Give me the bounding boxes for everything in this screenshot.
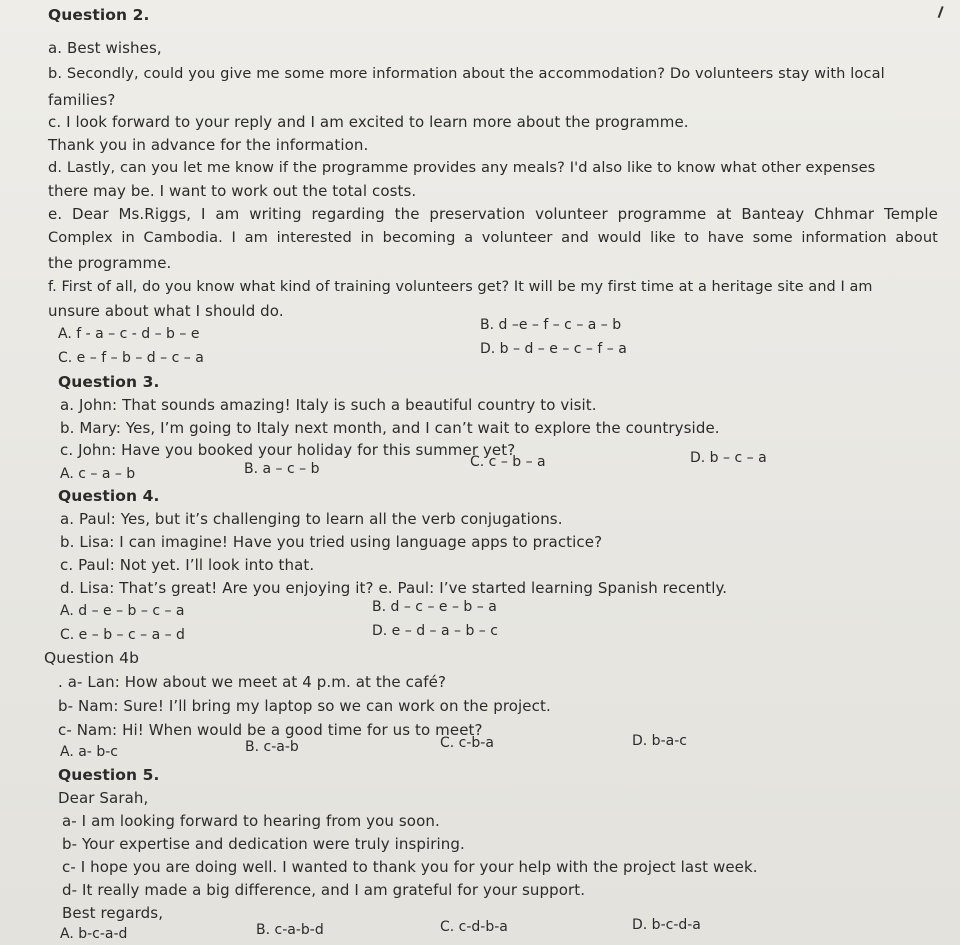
q2-line-d-cont: there may be. I want to work out the total costs. xyxy=(48,182,417,200)
q3-line-b: b. Mary: Yes, I’m going to Italy next month, and I can’t wait to explore the countryside. xyxy=(60,419,720,437)
q3-line-c: c. John: Have you booked your holiday for this summer yet? xyxy=(60,441,516,459)
q2-line-e: e. Dear Ms.Riggs, I am writing regarding the preservation volunteer programme at Banteay Chhmar Temple xyxy=(48,205,938,223)
q2-line-e-end: the programme. xyxy=(48,254,172,272)
q4b-heading: Question 4b xyxy=(44,649,140,667)
q4b-line-c: c- Nam: Hi! When would be a good time for us to meet? xyxy=(58,721,483,739)
q5-line-c: c- I hope you are doing well. I wanted to thank you for your help with the project last week. xyxy=(62,858,758,876)
q3-line-a: a. John: That sounds amazing! Italy is such a beautiful country to visit. xyxy=(60,396,597,414)
q2-line-c: c. I look forward to your reply and I am excited to learn more about the programme. xyxy=(48,113,689,131)
q4-option-b[interactable]: B. d – c – e – b – a xyxy=(372,599,497,615)
q5-line-d: d- It really made a big difference, and I am grateful for your support. xyxy=(62,881,586,899)
q5-option-c[interactable]: C. c-d-b-a xyxy=(440,919,508,935)
q2-option-a[interactable]: A. f - a – c - d – b – e xyxy=(58,326,200,342)
q4-line-a: a. Paul: Yes, but it’s challenging to learn all the verb conjugations. xyxy=(60,510,563,528)
q2-heading: Question 2. xyxy=(48,6,150,24)
q3-option-a[interactable]: A. c – a – b xyxy=(60,466,136,482)
q4-option-a[interactable]: A. d – e – b – c – a xyxy=(60,603,185,619)
q2-line-b-cont: families? xyxy=(48,91,116,109)
q2-line-thanks: Thank you in advance for the information. xyxy=(48,136,369,154)
q3-option-c[interactable]: C. c – b – a xyxy=(470,454,546,470)
q4-line-c: c. Paul: Not yet. I’ll look into that. xyxy=(60,556,315,574)
q2-line-f-cont: unsure about what I should do. xyxy=(48,302,284,320)
q2-line-e-cont: Complex in Cambodia. I am interested in becoming a volunteer and would like to have some information about xyxy=(48,229,938,246)
q2-line-a: a. Best wishes, xyxy=(48,39,162,57)
q5-option-b[interactable]: B. c-a-b-d xyxy=(256,922,324,938)
q2-line-d: d. Lastly, can you let me know if the programme provides any meals? I'd also like to know what other expenses xyxy=(48,159,876,176)
q4b-line-a: . a- Lan: How about we meet at 4 p.m. at the café? xyxy=(58,673,447,691)
q3-option-d[interactable]: D. b – c – a xyxy=(690,450,767,466)
q5-line-a: a- I am looking forward to hearing from you soon. xyxy=(62,812,440,830)
q4b-line-b: b- Nam: Sure! I’ll bring my laptop so we can work on the project. xyxy=(58,697,551,715)
q5-option-a[interactable]: A. b-c-a-d xyxy=(60,926,128,942)
q2-option-b[interactable]: B. d –e – f – c – a – b xyxy=(480,317,622,333)
q4b-option-d[interactable]: D. b-a-c xyxy=(632,733,687,749)
q4-line-b: b. Lisa: I can imagine! Have you tried using language apps to practice? xyxy=(60,533,603,551)
q4-line-d: d. Lisa: That’s great! Are you enjoying it? e. Paul: I’ve started learning Spanish recently. xyxy=(60,579,728,597)
q4-option-c[interactable]: C. e – b – c – a – d xyxy=(60,627,185,643)
pen-mark xyxy=(926,2,943,18)
q2-line-f: f. First of all, do you know what kind of training volunteers get? It will be my first time at a heritage site and I am xyxy=(48,279,873,295)
q2-option-d[interactable]: D. b – d – e – c – f – a xyxy=(480,341,627,357)
q4b-option-c[interactable]: C. c-b-a xyxy=(440,735,494,751)
q5-option-d[interactable]: D. b-c-d-a xyxy=(632,917,701,933)
q2-option-c[interactable]: C. e – f – b – d – c – a xyxy=(58,350,204,366)
q5-heading: Question 5. xyxy=(58,766,160,784)
q2-line-b: b. Secondly, could you give me some more information about the accommodation? Do volunteers stay with local xyxy=(48,65,885,82)
q5-line-b: b- Your expertise and dedication were truly inspiring. xyxy=(62,835,465,853)
q3-option-b[interactable]: B. a – c – b xyxy=(244,461,320,477)
q4-option-d[interactable]: D. e – d – a – b – c xyxy=(372,623,498,639)
q4b-option-a[interactable]: A. a- b-c xyxy=(60,744,118,760)
q5-greeting: Dear Sarah, xyxy=(58,789,149,807)
q4-heading: Question 4. xyxy=(58,487,160,505)
q3-heading: Question 3. xyxy=(58,373,160,391)
q5-closing: Best regards, xyxy=(62,904,164,922)
q4b-option-b[interactable]: B. c-a-b xyxy=(245,739,299,755)
